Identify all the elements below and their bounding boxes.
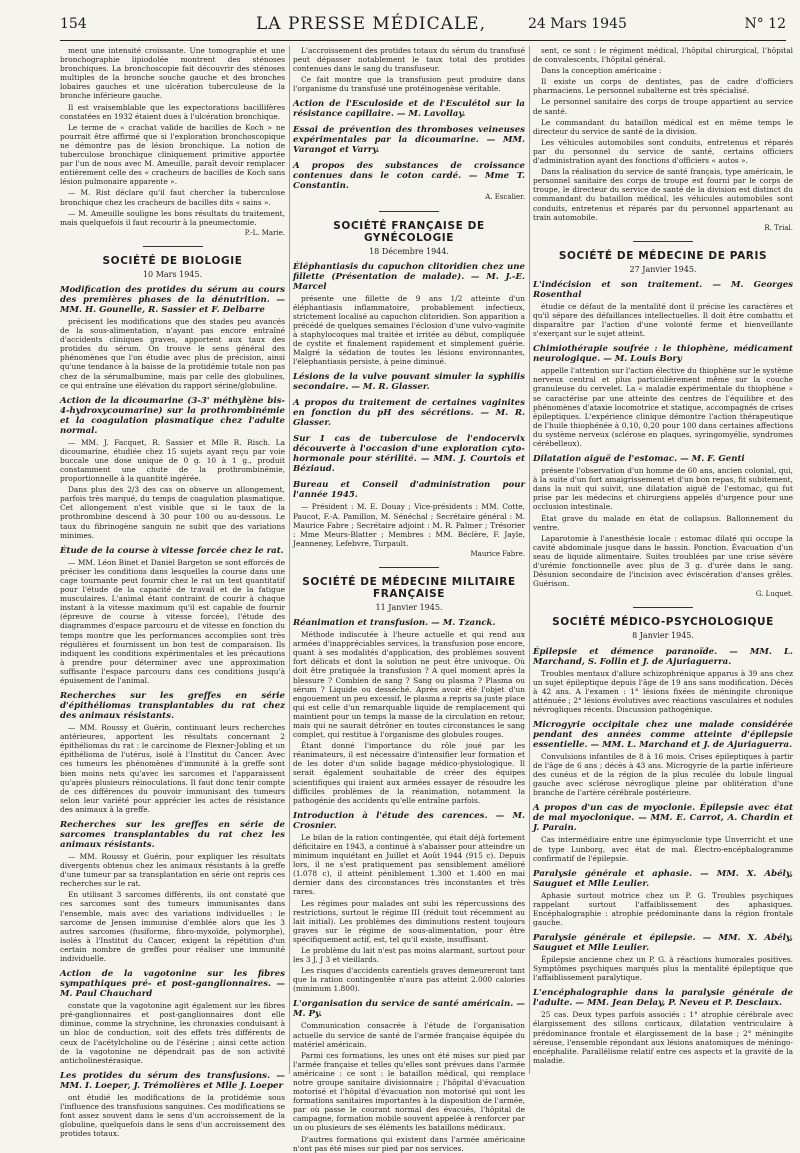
section-divider — [379, 211, 439, 212]
communication-title: Microgyrie occipitale chez une malade considérée pendant des années comme atteinte d'épilepsie essentielle. — MM. L. Marchand et J. de Ajuriaguerra. — [533, 719, 793, 750]
body-paragraph: En utilisant 3 sarcomes différents, ils ont constaté que ces sarcomes sont des tumeurs immunisantes dans l'ensemble, mais avec des variations individuelles : le sarcome de Jensen immunise d'emblée alors que les 3 autres sarcomes (fusiforme, fibro-myxoïde, polymorphe), isolés à l'Institut du Cancer, exigent la répétition d'un certain nombre de greffes pour réaliser une immunité individuelle. — [60, 890, 285, 964]
communication-title: Étude de la course à vitesse forcée chez le rat. — [60, 545, 284, 556]
body-paragraph: Étant donné l'importance du rôle joué par les réanimateurs, il est nécessaire d'intensifier leur formation et de les doter d'un solide bagage médico-physiologique. Il serait également souhaitable de créer des équipes scientifiques qui iraient aux armées essayer de résoudre les difficiles problèmes de la réanimation, notamment la pathogénie des accidents qu'elle entraîne parfois. — [293, 741, 525, 805]
body-paragraph: — Président : M. E. Douay ; Vice-présidents : MM. Cotte, Paucot, F.-A. Pamillon, M. Sénéchal ; Secrétaire général : M. Maurice Fabre ; Secrétaire adjoint : M. R. Palmer ; Trésorier : Mme Meurs-Blatter ; Membres : MM. Béclère, F. Jayle, Jeanneney, Lefebvre, Turpault. — [293, 502, 525, 548]
body-paragraph: étudie ce défaut de la mentalité dont il précise les caractères et qu'il sépare des défaillances intellectuelles. Il doit être combattu et disparaître par l'action d'une volonté ferme et bienveillante s'exerçant sur le sujet atteint. — [533, 301, 793, 339]
body-paragraph: sent, ce sont : le régiment médical, l'hôpital chirurgical, l'hôpital de convalescents, l'hôpital général. — [533, 46, 793, 65]
section-divider — [633, 607, 693, 608]
communication-title: Paralysie générale et épilepsie. — MM. X. Abély, Sauguet et Mlle Leulier. — [533, 933, 793, 954]
section-divider — [379, 567, 439, 568]
body-paragraph: Le problème du lait n'est pas moins alarmant, surtout pour les 3 J, J 3 et vieillards. — [293, 945, 525, 965]
communication-title: Réanimation et transfusion. — M. Tzanck. — [293, 618, 496, 629]
body-paragraph: Ce fait montre que la transfusion peut produire dans l'organisme du transfusé une protéinogenèse véritable. — [293, 75, 525, 94]
report-signature: P.-L. Marie. — [244, 228, 285, 237]
body-paragraph: 25 cas. Deux types parfois associés : 1° atrophie cérébrale avec élargissement des sillons corticaux, dilatation ventriculaire à prédominance frontale et élargissement de la base ; 2° méningite séreuse, l'ensemble répondant aux lésions anatomiques de méningo-encéphalite. Parallélisme relatif entre ces aspects et la gravité de la maladie. — [533, 1010, 793, 1065]
communication-title: L'indécision et son traitement. — M. Georges Rosenthal — [533, 279, 793, 300]
journal-title: LA PRESSE MÉDICALE, — [256, 14, 486, 34]
body-paragraph: présente une fillette de 9 ans 1/2 atteinte d'un éléphantiasis inflammatoire, probablement infectieux, strictement localisé au capuchon clitoridien. Son apparition a précédé de quelques semaines l'éclosion d'une vulvo-vaginite à staphylocoques mal traitée et irritée au début, compliquée de cystite et finalement rapidement et simplement guérie. Malgré la sédation de toutes les lésions environnantes, l'éléphantiasis persiste, à peine diminué. — [293, 293, 525, 367]
body-paragraph: — M. Rist déclare qu'il faut chercher la tuberculose bronchique chez les cracheurs de bacilles dits « sains ». — [60, 188, 285, 207]
communication-title: Modification des protides du sérum au cours des premières phases de la dénutrition. — MM. H. Gounelle, R. Sassier et F. Delbarre — [60, 284, 285, 315]
communication-title: Paralysie générale et aphasie. — MM. X. Abély, Sauguet et Mlle Leulier. — [533, 868, 793, 889]
communication-title: Recherches sur les greffes en série de sarcomes transplantables du rat chez les animaux résistants. — [60, 820, 285, 850]
body-paragraph: Dans la réalisation du service de santé français, type américain, le personnel sanitaire des corps de troupe est fourni par le corps de troupe, le directeur du service de santé de la division est distinct du commandant du bataillon médical, les véhicules automobiles sont conduits, entretenus et réparés par du personnel appartenant au train automobile. — [533, 167, 793, 222]
communication-title: Chimiothérapie soufrée : le thiophène, médicament neurologique. — M. Louis Bory — [533, 344, 793, 365]
header-rule — [60, 40, 786, 41]
communication-title: Éléphantiasis du capuchon clitoridien chez une fillette (Présentation de malade). — M. J.-E. Marcel — [293, 261, 525, 292]
body-paragraph: Laparotomie à l'anesthésie locale : estomac dilaté qui occupe la cavité abdominale jusque dans le bassin. Ponction. Évacuation d'un seau de liquide alimentaire. Suites troublées par une crise sévère d'urémie fonctionnelle avec plus de 3 g. d'urée dans le sang. Désunion secondaire de l'incision avec éviscération d'anses grêles. Guérison. — [533, 533, 793, 589]
communication-title: Dilatation aiguë de l'estomac. — M. F. Genti — [533, 454, 745, 465]
body-paragraph: Troubles mentaux d'allure schizophrénique apparus à 39 ans chez un sujet épileptique depuis l'âge de 19 ans sans modification. Décès à 42 ans. A l'examen : 1° lésions fixées de méningite chronique atténuée ; 2° lésions évolutives avec réactions vasculaires et nodules névrogliques récents. Discussion pathogénique. — [533, 668, 793, 714]
body-paragraph: présente l'observation d'un homme de 60 ans, ancien colonial, qui, à la suite d'un fort amaigrissement et d'un bon repas, fit subitement, dans la nuit qui suivit, une dilatation aiguë de l'estomac, qui fut prise par les médecins et chirurgiens appelés d'urgence pour une occlusion intestinale. — [533, 466, 793, 512]
body-paragraph: Cas intermédiaire entre une épimyoclonie type Unverricht et une de type Lunborg, avec état de mal. Électro-encéphalogramme confirmatif de l'épilepsie. — [533, 835, 793, 863]
body-paragraph: Il existe un corps de dentistes, pas de cadre d'officiers pharmaciens. Le personnel subalterne est très spécialisé. — [533, 77, 793, 96]
society-heading: SOCIÉTÉ DE BIOLOGIE — [102, 254, 243, 267]
report-signature: R. Trial. — [764, 223, 793, 232]
body-paragraph: Il est vraisemblable que les expectorations bacillifères constatées en 1932 étaient dues à l'ulcération bronchique. — [60, 102, 285, 121]
communication-title: L'organisation du service de santé américain. — M. Py. — [293, 999, 525, 1020]
body-paragraph: — MM. Roussy et Guérin, pour expliquer les résultats divergents obtenus chez les animaux résistants à la greffe d'une tumeur par sa transplantation en série ont repris ces recherches sur le rat. — [60, 852, 285, 889]
body-paragraph: constate que la vagotonine agit également sur les fibres pré-ganglionnaires et post-ganglionnaires dont elle diminue, comme la strychnine, les chronaxies conduisant à un bloc de conduction, soit des effets très différents de ceux de l'acétylcholine ou de l'ésérine ; ainsi cette action de la vagotonine ne dépendrait pas de son activité anticholinestérasique. — [60, 1001, 285, 1065]
communication-title: A propos du traitement de certaines vaginites en fonction du pH des sécrétions. — M. R. Glasser. — [293, 398, 525, 429]
body-paragraph: Aphasie surtout motrice chez un P. G. Troubles psychiques rappelant surtout l'affaiblissement des aphasiques. Encéphalographie : atrophie prédominante dans la région frontale gauche. — [533, 890, 793, 927]
session-date: 10 Mars 1945. — [142, 269, 203, 279]
body-paragraph: Le commandant du bataillon médical est en même temps le directeur du service de santé de la division. — [533, 117, 793, 136]
communication-title: Sur 1 cas de tuberculose de l'endocervix découverte à l'occasion d'une exploration cyto-hormonale pour stérilité. — MM. J. Courtois et Béziaud. — [293, 434, 525, 475]
column-3 — [533, 46, 793, 1074]
body-paragraph: Épilepsie ancienne chez un P. G. à réactions humorales positives. Symptômes psychiques marqués plus la mentalité épileptique que l'affaiblissement paralytique. — [533, 955, 793, 983]
body-paragraph: — MM. Roussy et Guérin, continuant leurs recherches antérieures, apportent les résultats concernant 2 épithéliomas du rat : le carcinome de Flexner-Jobling et un épithélioma de l'utérus, isolé à l'Institut du Cancer. Avec ces tumeurs les phénomènes d'immunité à la greffe sont bien moins nets qu'avec les sarcomes et l'apparaissent qu'après plusieurs réinoculations. Il faut donc tenir compte de ces différences du pouvoir immunisant des tumeurs selon leur variété pour apprécier les actes de résistance des animaux à la greffe. — [60, 723, 285, 814]
society-heading: SOCIÉTÉ DE MÉDECINE DE PARIS — [558, 249, 768, 262]
body-paragraph: Convulsions infantiles de 8 à 16 mois. Crises épileptiques à partir de l'âge de 6 ans ; décès à 43 ans. Microgyrie de la partie inférieure des cunéus et de la région de la plus reculée du lobule lingual gauche avec sclérose névroglique pleine par oblitération d'une branche de l'artère cérébrale postérieure. — [533, 751, 793, 798]
page-number: 154 — [60, 16, 87, 32]
body-paragraph: ont étudié les modifications de la protidémie sous l'influence des transfusions sanguines. Ces modifications se font assez souvent dans le sens d'un accroissement de la globuline, quelquefois dans le sens d'un accroissement des protides totaux. — [60, 1092, 285, 1139]
communication-title: A propos des substances de croissance contenues dans le coton cardé. — Mme T. Constantin. — [293, 161, 525, 192]
session-date: 8 Janvier 1945. — [632, 631, 694, 641]
body-paragraph: Dans plus des 2/3 des cas on observe un allongement, parfois très marqué, du temps de coagulation plasmatique. Cet allongement n'est visible que si le taux de la prothrombine descend à 30 pour 100 ou au-dessous. Le taux du fibrinogène sanguin ne subit que des variations minimes. — [60, 485, 285, 540]
section-divider — [633, 241, 693, 242]
body-paragraph: Dans la conception américaine : — [541, 66, 662, 76]
session-date: 27 Janvier 1945. — [629, 264, 697, 274]
body-paragraph: précisent les modifications que des stades peu avancés de la sous-alimentation, n'ayant pas encore entraîné d'accidents cliniques graves, apportent aux taux des protides du sérum. On trouve le sens général des phénomènes que l'on étudie avec plus de précision, ainsi qu'une tendance à la baisse de la protidémie totale non pas chez de la sérumalbumine, mais par celle des globulines, ce qui entraîne une élévation du rapport sérine/globuline. — [60, 316, 285, 390]
communication-title: Lésions de la vulve pouvant simuler la syphilis secondaire. — M. R. Glasser. — [293, 372, 525, 393]
session-date: 11 Janvier 1945. — [375, 602, 443, 612]
body-paragraph: Les véhicules automobiles sont conduits, entretenus et réparés par du personnel du service de santé, certains officiers d'administration ayant des fonctions d'officiers « autos ». — [533, 137, 793, 166]
communication-title: Action de la vagotonine sur les fibres sympathiques pré- et post-ganglionnaires. — M. Paul Chauchard — [60, 969, 285, 1000]
column-2 — [293, 46, 525, 1153]
communication-title: L'encéphalographie dans la paralysie générale de l'adulte. — MM. Jean Delay, P. Neveu et P. Desclaux. — [533, 988, 793, 1009]
communication-title: A propos d'un cas de myoclonie. Épilepsie avec état de mal myoclonique. — MM. E. Carrot, A. Chardin et J. Parain. — [533, 803, 793, 834]
issue-date: 24 Mars 1945 — [528, 16, 627, 32]
communication-title: Épilepsie et démence paranoïde. — MM. L. Marchand, S. Follin et J. de Ajuriaguerra. — [533, 646, 793, 667]
report-signature: Maurice Fabre. — [470, 549, 525, 558]
communication-title: Action de l'Esculoside et de l'Esculétol sur la résistance capillaire. — M. Lavollay. — [293, 99, 525, 120]
body-paragraph: Le terme de « crachat valide de bacilles de Koch » ne pourrait être affirmé que si l'exploration bronchoscopique ne démontre pas de lésion bronchique. La notion de tuberculose bronchique cliniquement primitive apportée par l'un de nous avec M. Ameuille, paraît devoir remplacer entièrement celle des « cracheurs de bacilles de Koch sans lésion pulmonaire apparente ». — [60, 122, 285, 187]
body-paragraph: appelle l'attention sur l'action élective du thiophène sur le système nerveux central et plus particulièrement même sur la couche granuleuse du cervelet. La « maladie expérimentale du thiophène » se caractérise par une atteinte des centres de l'équilibre et des phénomènes d'ataxie locomotrice et statique, accompagnés de crises épileptiques. L'expérience clinique démontre l'action thérapeutique de l'huile thiophénée à 0,10, 0,20 pour 100 dans certaines affections du système nerveux (sclérose en plaques, syringomyélie, syndromes cérébelleux). — [533, 366, 793, 448]
communication-title: Essai de prévention des thromboses veineuses expérimentales par la dicoumarine. — MM. Varangot et Varry. — [293, 125, 525, 156]
page-header — [60, 14, 786, 38]
body-paragraph: Les risques d'accidents carentiels graves demeureront tant que la ration contingentée n'aura pas atteint 2.000 calories (minimum 1.800). — [293, 966, 525, 994]
body-paragraph: — M. Ameuille souligne les bons résultats du traitement, mais quelquefois il faut recourir à la pneumectomie. — [60, 208, 285, 227]
body-paragraph: Communication consacrée à l'étude de l'organisation actuelle du service de santé de l'armée française équipée du matériel américain. — [293, 1021, 525, 1049]
body-paragraph: Méthode indiscutée à l'heure actuelle et qui rend aux armées d'inappréciables services, la transfusion pose encore, quant à ses modalités d'application, des problèmes souvent fort délicats et dont la solution ne peut être univoque. Où doit être pratiquée la transfusion ? A quel moment après la blessure ? Combien de sang ? Sang ou plasma ? Plasma ou sérum ? Liquide ou desséché. Après avoir été l'objet d'un engouement un peu excessif, le plasma a repris sa juste place qui est celle d'un remarquable liquide de remplacement qui maintient pour un temps la masse de la circulation en retour, mais qui ne saurait détrôner en toutes circonstances le sang complet, qui restitue à l'organisme des globules rouges. — [293, 630, 525, 740]
body-paragraph: L'accroissement des protides totaux du sérum du transfusé peut dépasser notablement le taux total des protides contenues dans le sang du transfuseur. — [293, 46, 525, 74]
body-paragraph: — MM. J. Facquet, R. Sassier et Mlle R. Risch. La dicoumarine, étudiée chez 15 sujets ayant reçu par voie buccale une dose unique de 0 g. 10 à 1 g., produit constamment une chute de la prothrombinémie, proportionnelle à la quantité ingérée. — [60, 437, 285, 484]
body-paragraph: Parmi ces formations, les unes ont été mises sur pied par l'armée française et telles qu'elles sont prévues dans l'armée américaine : ce sont : le bataillon médical, qui remplace notre groupe sanitaire divisionnaire ; l'hôpital d'évacuation motorisé et l'hôpital d'évacuation non motorisé qui sont les formations sanitaires importantes à la disposition de l'armée, par où passe le courant normal des évacués, l'hôpital de campagne, formation mobile souvent appelée à renforcer par un ou plusieurs de ses éléments les bataillons médicaux. — [293, 1050, 525, 1133]
column-divider — [289, 46, 290, 1074]
body-paragraph: — MM. Léon Binet et Daniel Bargeton se sont efforcés de préciser les conditions dans lesquelles la course dans une cage tournante peut fournir chez le rat un test quantitatif pour l'étude de la capacité de travail et de la fatigue musculaires. L'animal étant contraint de courir à chaque instant à la vitesse maximum qu'il est capable de fournir (épreuve de course à vitesse forcée), l'étude des diagrammes d'espace parcouru et de vitesse en fonction du temps montre que les performances accomplies sont très régulières et fournissent un bon test de comparaison. Ils indiquent les conditions expérimentales et les précautions à prendre pour déterminer avec une approximation suffisante l'espace parcouru dans ces conditions jusqu'à épuisement de l'animal. — [60, 557, 285, 685]
communication-title: Introduction à l'étude des carences. — M. Crosnier. — [293, 810, 525, 831]
body-paragraph: Le personnel sanitaire des corps de troupe appartient au service de santé. — [533, 97, 793, 116]
body-paragraph: D'autres formations qui existent dans l'armée américaine n'ont pas été mises sur pied par nos services. — [293, 1134, 525, 1153]
body-paragraph: Les régimes pour malades ont subi les répercussions des restrictions, surtout le régime III (réduit tout récemment au lait initial). Les problèmes des diminutions restent toujours graves sur le régime de sous-alimentation, pour être spécifiquement actif, est, tel qu'il existe, insuffisant. — [293, 898, 525, 944]
communication-title: Recherches sur les greffes en série d'épithéliomas transplantables du rat chez des animaux résistants. — [60, 691, 285, 722]
body-paragraph: ment une intensité croissante. Une tomographie et une bronchographie lipiodolée montrent des sténoses bronchiques. La bronchoscopie fait découvrir des sténoses multiples de la bronche souche gauche et des bronches lobaires gauches et une ulcération tuberculeuse de la bronche inférieure gauche. — [60, 46, 285, 101]
communication-title: Les protides du sérum des transfusions. — MM. I. Loeper, J. Trémolières et Mlle J. Loeper — [60, 1070, 285, 1091]
report-signature: A. Escalier. — [485, 193, 525, 202]
report-signature: G. Luquet. — [755, 590, 793, 599]
section-divider — [143, 246, 203, 247]
body-paragraph: État grave du malade en état de collapsus. Ballonnement du ventre. — [533, 513, 793, 532]
communication-title: Bureau et Conseil d'administration pour l'année 1945. — [293, 480, 525, 501]
issue-number: N° 12 — [744, 16, 786, 32]
society-heading: SOCIÉTÉ DE MÉDECINE MILITAIRE FRANÇAISE — [302, 575, 516, 600]
session-date: 18 Décembre 1944. — [369, 246, 449, 256]
column-divider — [529, 46, 530, 1074]
communication-title: Action de la dicoumarine (3-3' méthylène bis-4-hydroxycoumarine) sur la prothrombinémie et la coagulation plasmatique chez l'adulte normal. — [60, 395, 285, 436]
society-heading: SOCIÉTÉ FRANÇAISE DE GYNÉCOLOGIE — [333, 219, 485, 244]
column-1 — [60, 46, 285, 1139]
society-heading: SOCIÉTÉ MÉDICO-PSYCHOLOGIQUE — [552, 616, 774, 629]
body-paragraph: Le bilan de la ration contingentée, qui était déjà fortement déficitaire en 1943, a continué à s'abaisser pour atteindre un minimum inquiétant en Juillet et Août 1944 (915 c). Depuis lors, il ne s'est pratiquement pas sensiblement amélioré (1.078 c), il atteint péniblement 1.300 et 1.400 en mai dernier dans des circonstances très inconstantes et très rares. — [293, 832, 525, 897]
